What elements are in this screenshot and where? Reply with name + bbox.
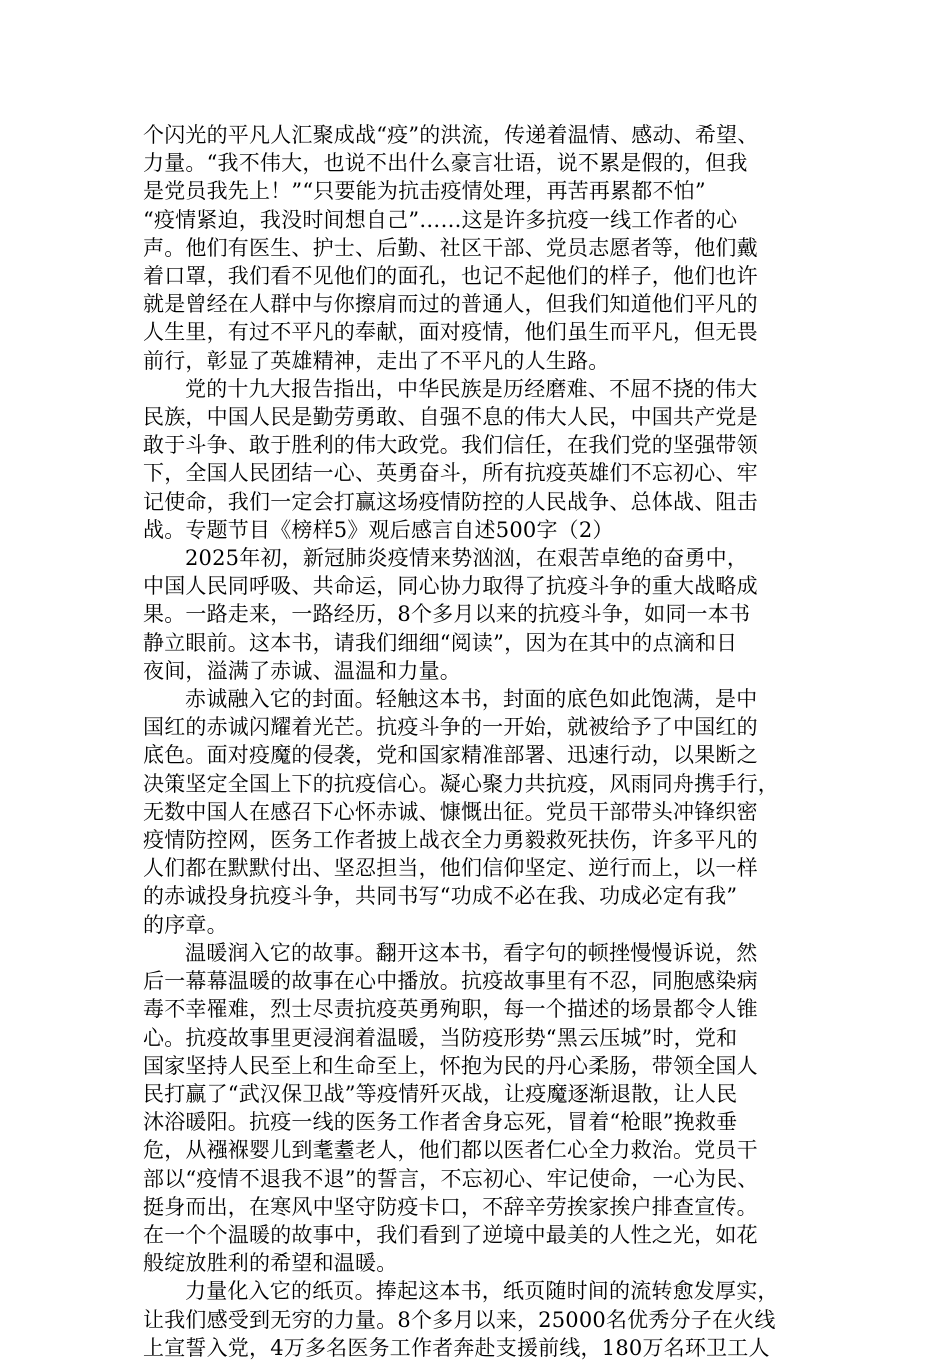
paragraph: 2025年初，新冠肺炎疫情来势汹汹，在艰苦卓绝的奋勇中， 中国人民同呼吸、共命运，同心协力取得了抗疫斗争的重大战略成 果。一路走来，一路经历，8个多月以来的抗疫斗争，如同一本书 静立眼前。这本书，请我们细细“阅读”，因为在其中的点滴和日 夜间，溢满了赤诚、温温和力量。 [143, 546, 758, 683]
paragraph: 温暖润入它的故事。翻开这本书，看字句的顿挫慢慢诉说，然 后一幕幕温暖的故事在心中播放。抗疫故事里有不忍，同胞感染病 毒不幸罹难，烈士尽责抗疫英勇殉职，每一个描述的场景都令人锥 心。抗疫故事里更浸润着温暖，当防疫形势“黑云压城”时，党和 国家坚持人民至上和生命至上，怀抱为民的丹心柔肠，带领全国人 民打赢了“武汉保卫战”等疫情歼灭战，让疫魔逐渐退散，让人民 沐浴暖阳。抗疫一线的医务工作者舍身忘死，冒着“枪眼”挽救垂 危，从襁褓婴儿到耄耋老人，他们都以医者仁心全力救治。党员干 部以“疫情不退我不退”的誓言，不忘初心、牢记使命，一心为民、 挺身而出，在寒风中坚守防疫卡口，不辞辛劳挨家挨户排查宣传。 在一个个温暖的故事中，我们看到了逆境中最美的人性之光，如花 般绽放胜利的希望和温暖。 [143, 940, 759, 1276]
paragraph: 党的十九大报告指出，中华民族是历经磨难、不屈不挠的伟大 民族，中国人民是勤劳勇敢、自强不息的伟大人民，中国共产党是 敢于斗争、敢于胜利的伟大政党。我们信任，在我们党的坚强带领 下，全国人民团结一心、英勇奋斗，所有抗疫英雄们不忘初心、牢 记使命，我们一定会打赢这场疫情防控的人民战争、总体战、阻击 战。专题节目《榜样5》观后感言自述500字（2） [143, 376, 758, 542]
paragraph: 个闪光的平凡人汇聚成战“疫”的洪流，传递着温情、感动、希望、 力量。“我不伟大，也说不出什么豪言壮语，说不累是假的，但我 是党员我先上！”“只要能为抗击疫情处理，再苦再累都不怕” “疫情紧迫，我没时间想自己”……这是许多抗疫一线工作者的心 声。他们有医生、护士、后勤、社区干部、党员志愿者等，他们戴 着口罩，我们看不见他们的面孔，也记不起他们的样子，他们也许 就是曾经在人群中与你擦肩而过的普通人，但我们知道他们平凡的 人生里，有过不平凡的奉献，面对疫情，他们虽生而平凡，但无畏 前行，彰显了英雄精神，走出了不平凡的人生路。 [143, 123, 759, 373]
paragraph: 力量化入它的纸页。捧起这本书，纸页随时间的流转愈发厚实， 让我们感受到无穷的力量。8个多月以来，25000名优秀分子在火线 上宣誓入党，4万多名医务工作者奔赴支援前线，180万名环卫工人 [143, 1279, 779, 1360]
paragraph: 赤诚融入它的封面。轻触这本书，封面的底色如此饱满，是中 国红的赤诚闪耀着光芒。抗疫斗争的一开始，就被给予了中国红的 底色。面对疫魔的侵袭，党和国家精准部署、迅速行动，以果断之 决策坚定全国上下的抗疫信心。凝心聚力共抗疫，风雨同舟携手行， 无数中国人在感召下心怀赤诚、慷慨出征。党员干部带头冲锋织密 疫情防控网，医务工作者披上战衣全力勇毅救死扶伤，许多平凡的 人们都在默默付出、坚忍担当，他们信仰坚定、逆行而上，以一样 的赤诚投身抗疫斗争，共同书写“功成不必在我、功成必定有我” 的序章。 [143, 687, 779, 937]
document-body [143, 121, 810, 1362]
